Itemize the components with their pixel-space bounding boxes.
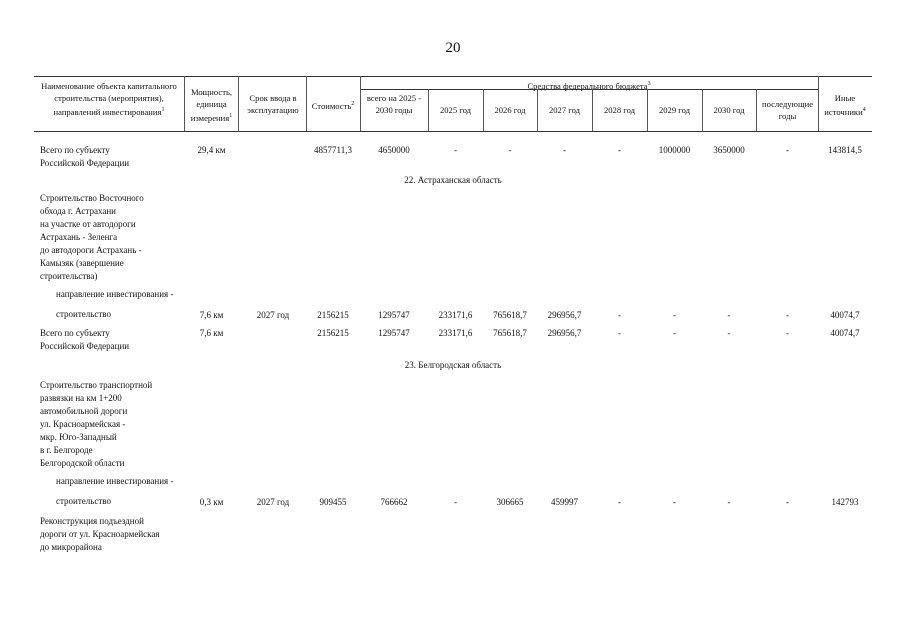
cell-2030: 3650000 <box>713 145 745 155</box>
cell-2030: - <box>727 328 731 338</box>
object-name: Строительство Восточного обхода г. Астрахани на участке от автодороги Астрахань - Зеленга до автодороги Астрахань - Камызяк (завершение строительства) <box>40 193 144 281</box>
cell-cost: 2156215 <box>317 328 349 338</box>
cell-2029: - <box>673 497 676 507</box>
cell-next: - <box>786 328 789 338</box>
cell-total: 1295747 <box>378 310 410 320</box>
col-cost-header: Стоимость$^2$ <box>311 100 355 111</box>
cell-capacity: 0,3 км <box>199 497 224 507</box>
page-number: 20 <box>445 40 461 56</box>
cell-term: 2027 год <box>256 310 290 320</box>
cell-2027: 296956,7 <box>547 310 582 320</box>
cell-total: 4650000 <box>378 145 410 155</box>
cell-2029: 1000000 <box>658 145 691 155</box>
cell-2026: - <box>508 145 512 155</box>
section-title: 22. Астраханская область <box>404 175 502 185</box>
cell-2025: - <box>454 145 457 155</box>
cell-next: - <box>786 145 789 155</box>
header-bottom-rule <box>34 131 872 132</box>
cell-capacity: 7,6 км <box>199 310 224 320</box>
col-year-2026: 2026 год <box>494 105 526 115</box>
cell-2026: 306665 <box>496 497 524 507</box>
col-other-header: Иные источники$^4$ <box>824 93 866 117</box>
investment-direction: направление инвестирования - <box>56 289 174 299</box>
col-year-2025: 2025 год <box>439 105 472 115</box>
cell-other: 40074,7 <box>830 310 860 320</box>
col-year-2028: 2028 год <box>603 105 636 115</box>
cell-2028: - <box>618 310 621 320</box>
cell-capacity: 29,4 км <box>197 145 226 155</box>
federal-budget-header: Средства федерального бюджета$^3$ <box>527 80 651 91</box>
cell-2029: - <box>673 310 676 320</box>
cell-2025: - <box>454 497 457 507</box>
cell-cost: 909455 <box>319 497 347 507</box>
row-name: Всего по субъекту Российской Федерации <box>40 145 130 168</box>
cell-other: 143814,5 <box>828 145 862 155</box>
cell-total: 766662 <box>380 497 408 507</box>
cell-2026: 765618,7 <box>493 310 527 320</box>
cell-2025: 233171,6 <box>438 310 473 320</box>
cell-2026: 765618,7 <box>493 328 527 338</box>
cell-2025: 233171,6 <box>438 328 473 338</box>
header-top-rule <box>34 76 872 77</box>
cell-2027: 296956,7 <box>547 328 582 338</box>
row-name: строительство <box>56 309 111 319</box>
cell-2030: - <box>727 497 731 507</box>
cell-next: - <box>786 497 789 507</box>
cell-2027: - <box>563 145 566 155</box>
object-name: Строительство транспортной развязки на км 1+200 автомобильной дороги ул. Красноармейская - мкр. Юго-Западный в г. Белгороде Белгородской области <box>40 380 153 468</box>
col-year-2030: 2030 год <box>713 105 745 115</box>
col-name-header: Наименование объекта капитального строительства (мероприятия), направлений инвестирования$^1$ <box>41 81 177 117</box>
col-total-header: всего на 2025 - 2030 годы <box>366 93 422 115</box>
section-title: 23. Белгородская область <box>404 360 502 370</box>
col-capacity-header: Мощность, единица измерения$^1$ <box>190 87 233 123</box>
object-name: Реконструкция подъездной дороги от ул. Красноармейская до микрорайона <box>40 516 160 552</box>
cell-2029: - <box>673 328 676 338</box>
col-next-header: последующие годы <box>761 99 814 121</box>
cell-term: 2027 год <box>256 497 290 507</box>
cell-2028: - <box>618 145 621 155</box>
cell-other: 142793 <box>831 497 859 507</box>
row-name: строительство <box>56 496 111 506</box>
col-year-2029: 2029 год <box>658 105 691 115</box>
cell-other: 40074,7 <box>830 328 860 338</box>
col-term-header: Срок ввода в эксплуатацию <box>247 93 299 115</box>
cell-next: - <box>786 310 789 320</box>
cell-cost: 4857711,3 <box>314 145 352 155</box>
cell-cost: 2156215 <box>317 310 349 320</box>
cell-2030: - <box>727 310 731 320</box>
investment-direction: направление инвестирования - <box>56 476 174 486</box>
cell-capacity: 7,6 км <box>199 328 224 338</box>
row-name: Всего по субъекту Российской Федерации <box>40 328 130 351</box>
cell-total: 1295747 <box>378 328 410 338</box>
cell-2028: - <box>618 497 621 507</box>
header-divider <box>238 76 239 131</box>
cell-2028: - <box>618 328 621 338</box>
col-year-2027: 2027 год <box>548 105 581 115</box>
cell-2027: 459997 <box>551 497 578 507</box>
